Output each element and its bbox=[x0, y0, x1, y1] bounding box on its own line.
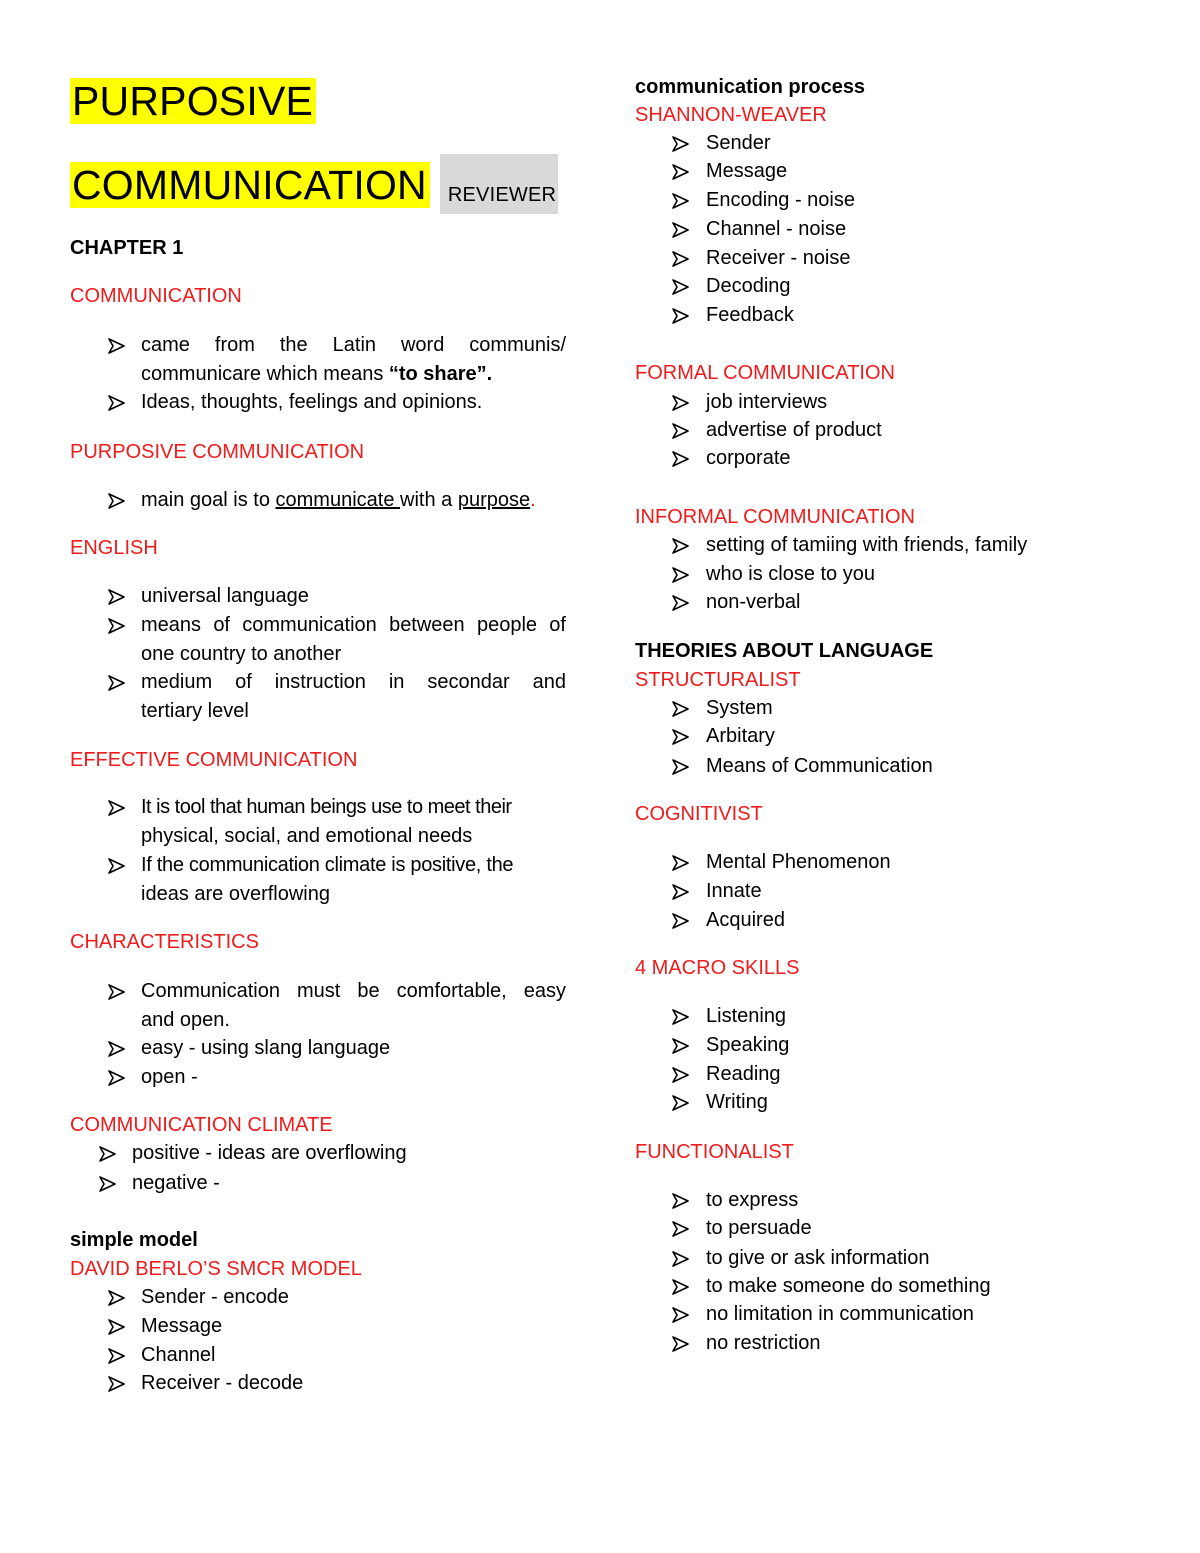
arrow-bullet-icon bbox=[672, 1300, 694, 1329]
arrow-bullet-icon bbox=[672, 215, 694, 244]
list-item-text: Feedback bbox=[706, 304, 794, 326]
arrow-bullet-icon bbox=[672, 1088, 694, 1117]
list-item bbox=[108, 611, 566, 669]
list-item-text: positive - ideas are overflowing bbox=[132, 1142, 407, 1164]
structuralist-heading: STRUCTURALIST bbox=[635, 669, 801, 691]
functionalist-heading: FUNCTIONALIST bbox=[635, 1141, 794, 1163]
list-item-text: to persuade bbox=[706, 1217, 812, 1239]
arrow-bullet-icon bbox=[108, 611, 130, 640]
process-label: communication process bbox=[635, 76, 866, 98]
english-heading: ENGLISH bbox=[70, 537, 158, 559]
list-item bbox=[108, 331, 566, 389]
list-item-text: Speaking bbox=[706, 1034, 790, 1056]
list-item-text: It is tool that human beings use to meet their physical, social, and emotional needs bbox=[141, 796, 512, 847]
arrow-bullet-icon bbox=[108, 388, 130, 417]
title-line-2 bbox=[70, 150, 558, 210]
list-item-text: universal language bbox=[141, 585, 309, 607]
chapter-heading: CHAPTER 1 bbox=[70, 237, 184, 259]
arrow-bullet-icon bbox=[672, 906, 694, 935]
arrow-bullet-icon bbox=[672, 186, 694, 215]
arrow-bullet-icon bbox=[672, 877, 694, 906]
list-item-text: to make someone do something bbox=[706, 1275, 991, 1297]
arrow-bullet-icon bbox=[672, 560, 694, 589]
macro-skills-heading: 4 MACRO SKILLS bbox=[635, 957, 800, 979]
arrow-bullet-icon bbox=[672, 722, 694, 751]
arrow-bullet-icon bbox=[108, 851, 130, 880]
simple-model-label: simple model bbox=[70, 1229, 198, 1251]
arrow-bullet-icon bbox=[99, 1169, 121, 1198]
list-item-text: setting of tamiing with friends, family bbox=[706, 534, 1028, 556]
list-item-text: to express bbox=[706, 1189, 799, 1211]
informal-heading: INFORMAL COMMUNICATION bbox=[635, 506, 915, 528]
cognitivist-heading: COGNITIVIST bbox=[635, 803, 763, 825]
arrow-bullet-icon bbox=[108, 1369, 130, 1398]
arrow-bullet-icon bbox=[108, 977, 130, 1006]
list-item-text: no limitation in communication bbox=[706, 1303, 974, 1325]
climate-heading: COMMUNICATION CLIMATE bbox=[70, 1114, 333, 1136]
list-item-text: Message bbox=[706, 160, 788, 182]
list-item-text: Channel bbox=[141, 1344, 216, 1366]
arrow-bullet-icon bbox=[672, 1002, 694, 1031]
arrow-bullet-icon bbox=[672, 272, 694, 301]
list-item-text: Mental Phenomenon bbox=[706, 851, 891, 873]
list-item-text: came from the Latin word communis/ communicare which means “to share”. bbox=[141, 334, 566, 385]
arrow-bullet-icon bbox=[672, 848, 694, 877]
list-item-text: Sender - encode bbox=[141, 1286, 289, 1308]
list-item-text: Means of Communication bbox=[706, 755, 933, 777]
arrow-bullet-icon bbox=[672, 694, 694, 723]
list-item-text: Channel - noise bbox=[706, 218, 847, 240]
title-word-purposive: PURPOSIVE bbox=[70, 78, 316, 124]
arrow-bullet-icon bbox=[672, 301, 694, 330]
list-item-text: open - bbox=[141, 1066, 198, 1088]
arrow-bullet-icon bbox=[672, 444, 694, 473]
list-item-text: Sender bbox=[706, 132, 771, 154]
list-item-text: Writing bbox=[706, 1091, 768, 1113]
arrow-bullet-icon bbox=[672, 588, 694, 617]
arrow-bullet-icon bbox=[672, 1244, 694, 1273]
arrow-bullet-icon bbox=[672, 416, 694, 445]
list-item-text: who is close to you bbox=[706, 563, 875, 585]
list-item-text: Arbitary bbox=[706, 725, 775, 747]
arrow-bullet-icon bbox=[672, 388, 694, 417]
communication-heading: COMMUNICATION bbox=[70, 285, 242, 307]
arrow-bullet-icon bbox=[108, 1034, 130, 1063]
list-item-text: Listening bbox=[706, 1005, 787, 1027]
list-item-text: Decoding bbox=[706, 275, 791, 297]
purposive-heading: PURPOSIVE COMMUNICATION bbox=[70, 441, 365, 463]
list-item-text: means of communication between people of one country to another bbox=[141, 614, 566, 665]
list-item-text: negative - bbox=[132, 1172, 220, 1194]
list-item-text: Innate bbox=[706, 880, 762, 902]
list-item bbox=[108, 851, 566, 909]
shannon-weaver-heading: SHANNON-WEAVER bbox=[635, 104, 827, 126]
arrow-bullet-icon bbox=[672, 157, 694, 186]
effective-heading: EFFECTIVE COMMUNICATION bbox=[70, 749, 358, 771]
arrow-bullet-icon bbox=[672, 1031, 694, 1060]
list-item-text: medium of instruction in secondar and tertiary level bbox=[141, 671, 566, 722]
arrow-bullet-icon bbox=[108, 1341, 130, 1370]
list-item bbox=[108, 668, 566, 726]
arrow-bullet-icon bbox=[672, 129, 694, 158]
arrow-bullet-icon bbox=[672, 1272, 694, 1301]
list-item-text: non-verbal bbox=[706, 591, 801, 613]
arrow-bullet-icon bbox=[108, 486, 130, 515]
arrow-bullet-icon bbox=[99, 1139, 121, 1168]
list-item-text: Communication must be comfortable, easy and open. bbox=[141, 980, 566, 1031]
list-item-text: Acquired bbox=[706, 909, 785, 931]
arrow-bullet-icon bbox=[672, 1214, 694, 1243]
list-item-text: main goal is to communicate with a purpose. bbox=[141, 489, 536, 511]
list-item-text: Encoding - noise bbox=[706, 189, 855, 211]
arrow-bullet-icon bbox=[672, 531, 694, 560]
arrow-bullet-icon bbox=[108, 668, 130, 697]
formal-heading: FORMAL COMMUNICATION bbox=[635, 362, 895, 384]
title-line-1 bbox=[70, 76, 316, 126]
reviewer-tag: REVIEWER bbox=[440, 154, 558, 214]
list-item bbox=[108, 793, 566, 851]
theories-label: THEORIES ABOUT LANGUAGE bbox=[635, 640, 934, 662]
arrow-bullet-icon bbox=[672, 752, 694, 781]
arrow-bullet-icon bbox=[108, 1312, 130, 1341]
arrow-bullet-icon bbox=[672, 1186, 694, 1215]
arrow-bullet-icon bbox=[672, 1060, 694, 1089]
list-item-text: job interviews bbox=[706, 391, 828, 413]
title-word-communication: COMMUNICATION bbox=[70, 162, 430, 208]
list-item-text: easy - using slang language bbox=[141, 1037, 391, 1059]
list-item-text: Receiver - noise bbox=[706, 247, 851, 269]
list-item-text: Ideas, thoughts, feelings and opinions. bbox=[141, 391, 483, 413]
list-item-text: no restriction bbox=[706, 1332, 821, 1354]
arrow-bullet-icon bbox=[108, 793, 130, 822]
list-item-text: corporate bbox=[706, 447, 791, 469]
arrow-bullet-icon bbox=[108, 331, 130, 360]
list-item-text: Message bbox=[141, 1315, 223, 1337]
list-item-text: Receiver - decode bbox=[141, 1372, 304, 1394]
list-item-text: System bbox=[706, 697, 773, 719]
arrow-bullet-icon bbox=[672, 1329, 694, 1358]
list-item bbox=[108, 977, 566, 1035]
arrow-bullet-icon bbox=[672, 244, 694, 273]
arrow-bullet-icon bbox=[108, 582, 130, 611]
list-item-text: If the communication climate is positive, the ideas are overflowing bbox=[141, 854, 514, 905]
arrow-bullet-icon bbox=[108, 1283, 130, 1312]
list-item-text: to give or ask information bbox=[706, 1247, 930, 1269]
list-item-text: Reading bbox=[706, 1063, 781, 1085]
characteristics-heading: CHARACTERISTICS bbox=[70, 931, 259, 953]
list-item-text: advertise of product bbox=[706, 419, 882, 441]
arrow-bullet-icon bbox=[108, 1063, 130, 1092]
berlo-heading: DAVID BERLO’S SMCR MODEL bbox=[70, 1258, 362, 1280]
